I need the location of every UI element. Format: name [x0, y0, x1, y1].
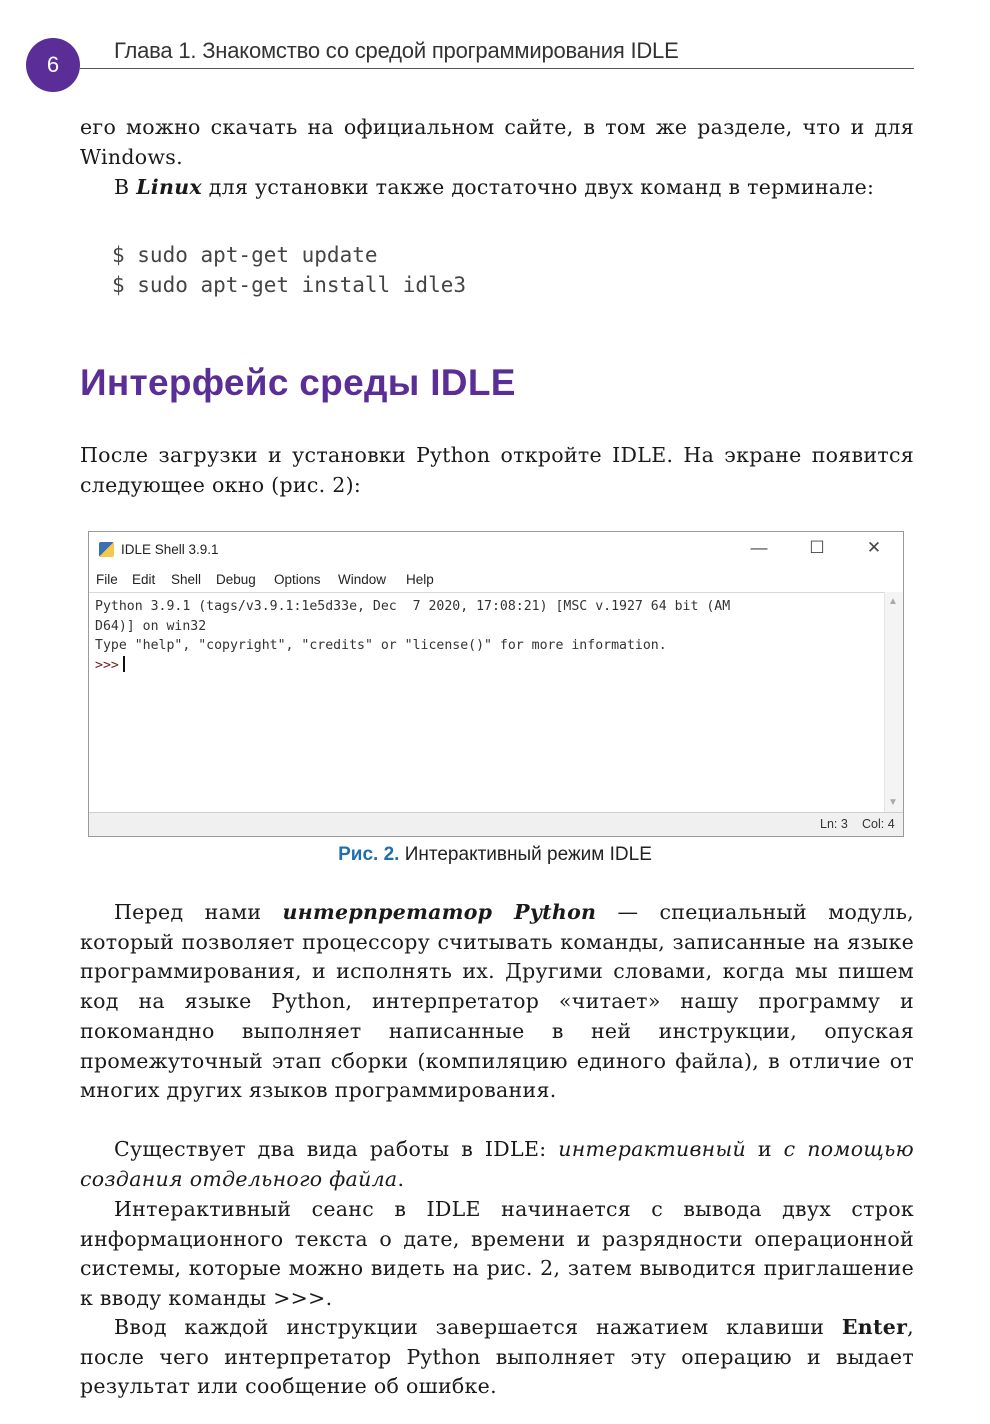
scroll-up-icon[interactable]: ▲: [888, 596, 898, 607]
menu-shell[interactable]: Shell: [171, 572, 202, 587]
intro-p2-suffix: для установки также достаточно двух команд в терминале:: [201, 175, 875, 199]
shell-prompt-line: [95, 656, 879, 676]
status-column: Col: 4: [862, 817, 895, 831]
body-paragraph-4: [80, 1313, 914, 1402]
body-paragraph-3: Интерактивный сеанс в IDLE начинается с вывода двух строк информационного текста о дате, времени и разрядности операционной системы, которые можно видеть на рис. 2, затем выводится приглашение к вводу команды >>>.: [80, 1197, 914, 1311]
shell-line-2: D64)] on win32: [95, 618, 207, 634]
menu-help[interactable]: Help: [406, 572, 434, 587]
menu-window[interactable]: Window: [338, 572, 387, 587]
body-paragraph-2: [80, 1135, 914, 1194]
vertical-scrollbar[interactable]: [884, 592, 903, 812]
shell-text-area[interactable]: [89, 592, 885, 812]
code-line-1: $ sudo apt-get update: [112, 243, 378, 267]
caption-text: Интерактивный режим IDLE: [399, 844, 652, 865]
body-p2-a: Существует два вида работы в IDLE:: [114, 1137, 559, 1161]
close-icon[interactable]: ✕: [866, 538, 882, 557]
section-title: Интерфейс среды IDLE: [80, 362, 516, 403]
title-bar: [89, 532, 903, 568]
caption-label: Рис. 2.: [338, 844, 400, 865]
running-title: Глава 1. Знакомство со средой программирования IDLE: [114, 38, 679, 63]
maximize-icon[interactable]: ☐: [809, 538, 825, 557]
menu-bar: [89, 572, 903, 592]
body-p4-a: Ввод каждой инструкции завершается нажатием клавиши: [114, 1315, 842, 1339]
figure-caption: [0, 844, 990, 866]
file-mode-term: с помощью создания отдельного файла: [80, 1137, 914, 1191]
header-rule: [80, 68, 914, 69]
minimize-icon[interactable]: —: [750, 538, 768, 557]
scroll-down-icon[interactable]: ▼: [888, 797, 898, 808]
menu-file[interactable]: File: [96, 572, 118, 587]
body-p2-c: .: [397, 1166, 405, 1191]
shell-line-1: Python 3.9.1 (tags/v3.9.1:1e5d33e, Dec 7 2020, 17:08:21) [MSC v.1927 64 bit (AM: [95, 599, 731, 614]
status-line: Ln: 3: [820, 817, 848, 831]
status-bar: [89, 812, 903, 836]
menu-edit[interactable]: Edit: [132, 572, 156, 587]
linux-term: Linux: [136, 175, 202, 199]
body-paragraph-1: [80, 898, 914, 1106]
menu-options[interactable]: Options: [274, 572, 321, 587]
body-p1-b: — специальный модуль, который позволяет процессору считывать команды, записанные на языке программирования, и исполнять их. Другими словами, когда мы пишем код на языке Python, интерпретатор «читает» нашу программу и покомандно выполняет написанные в ней инструкции, опуская промежуточный этап сборки (компиляцию единого файла), в отличие от многих других языков программирования.: [80, 900, 914, 1103]
intro-p2-prefix: В: [114, 175, 137, 199]
interpreter-term: интерпретатор Python: [282, 900, 597, 924]
python-app-icon: [99, 542, 114, 557]
window-title: IDLE Shell 3.9.1: [121, 542, 219, 557]
intro-paragraph-2: [80, 173, 914, 203]
intro-paragraph-1: его можно скачать на официальном сайте, в том же разделе, что и для Windows.: [80, 115, 914, 169]
body-p2-b: и: [746, 1137, 784, 1161]
page-number: 6: [26, 38, 80, 92]
idle-window: [88, 531, 904, 837]
enter-key-term: Enter: [841, 1315, 908, 1339]
shell-line-3: Type "help", "copyright", "credits" or "license()" for more information.: [95, 638, 667, 653]
section-lead: После загрузки и установки Python откройте IDLE. На экране появится следующее окно (рис. 2):: [80, 443, 914, 497]
interactive-term: интерактивный: [558, 1137, 746, 1161]
shell-prompt: >>>: [95, 657, 119, 673]
text-cursor: [123, 656, 125, 672]
body-p1-a: Перед нами: [114, 900, 283, 924]
body-p4-c: , после чего интерпретатор Python выполняет эту операцию и выдает результат или сообщение об ошибке.: [80, 1315, 914, 1399]
menu-debug[interactable]: Debug: [216, 572, 256, 587]
code-line-2: $ sudo apt-get install idle3: [112, 273, 467, 297]
